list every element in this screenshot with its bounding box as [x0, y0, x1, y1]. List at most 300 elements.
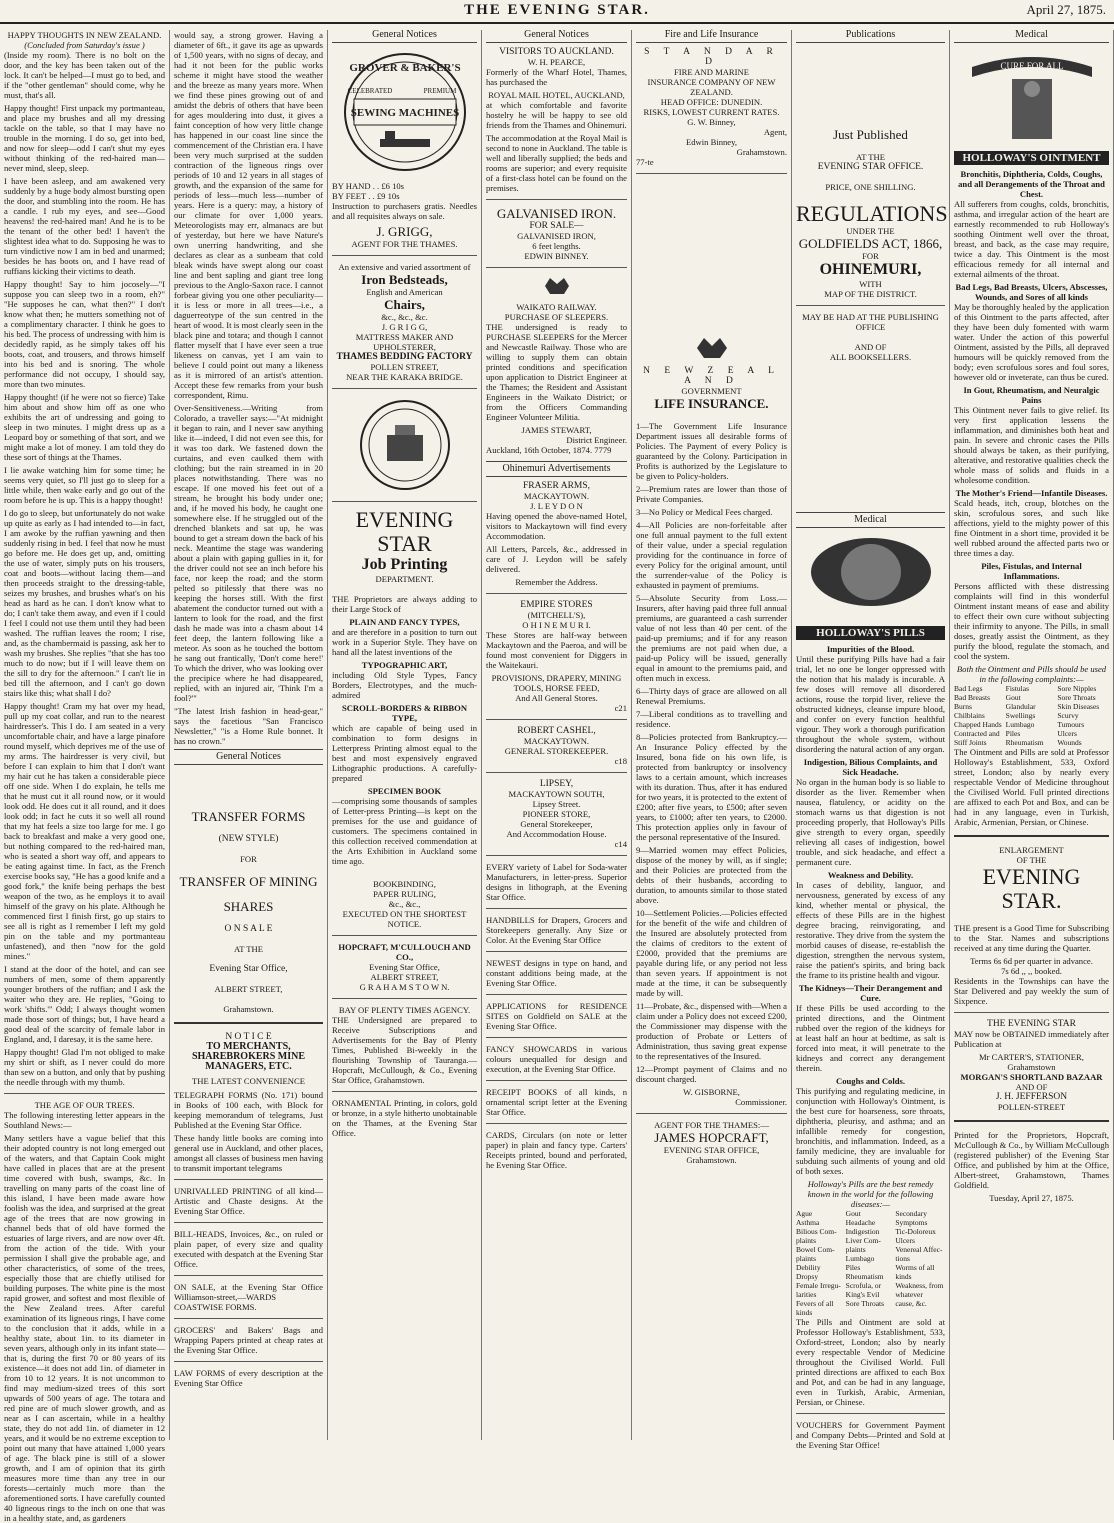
ad-text: MATTRESS MAKER AND UPHOLSTERER, — [355, 332, 454, 352]
paragraph: I have been asleep, and am awakened very suddenly by a huge body almost bursting open the door, and stumbling into the room. He has a candle. I rub my eyes, and see—Good heavens! the red-haired man! And he is to be the tenant of the other bed! I haven't the slightest idea what to do. Supposing he was to turn vindictive now I am in bed and unarmed; besides he has boots on, and I have read of ruffians kicking their victims to death. — [4, 176, 165, 276]
divider — [486, 593, 627, 594]
masthead — [0, 0, 1114, 24]
table-cell: Rheumatism — [1005, 738, 1044, 747]
paragraph: I do go to sleep, but unfortunately do not wake up quite as early as I had intended to—in fact, I am awoke by the ruffian yawning and then suddenly rising in bed. I feel that now he must go before me. He does get up, and, omitting the use of water, simply puts on his trousers, coat and boots—without lacing them—and then proceeds straight to the dressing-table, seizes my brushes, and brushes what's on his head as hard as he can. I don't know what to do; I can't take them away, and even if I could I feel I could not use them until they had been washed. The ruffian leaves the room; I rise, and, as the chambermaid is passing, ask her to wash my brushes. She replies "that she has too much to do now; but if I will leave them on the sill to dry for the afternoon." I can't lie in bed till the afternoon, and I can't go down stairs like this; what shall I do? — [4, 508, 165, 698]
ad-text: Grahamstown — [1007, 1062, 1056, 1072]
divider — [636, 1113, 787, 1114]
ad-text: Grahamstown. — [223, 1004, 274, 1014]
coat-of-arms-icon — [692, 334, 732, 362]
table-cell: Lumbago — [845, 1254, 875, 1263]
table-cell: Asthma — [796, 1218, 820, 1227]
paragraph: ORNAMENTAL Printing, in colors, gold or bronze, in a style hitherto unobtainable on the Thames, at the Evening Star Office. — [332, 1098, 477, 1138]
ad-text: English and American — [366, 287, 443, 297]
divider — [174, 1222, 323, 1223]
ad-item: HANDBILLS for Drapers, Grocers and Storekeepers generally. Any Size or Color. At the Evening Star Office — [486, 915, 627, 945]
emblem-motto: CURE FOR ALL — [999, 61, 1064, 71]
paragraph: Having opened the above-named Hotel, visitors to Mackaytown will find every Accommodation. — [486, 511, 627, 541]
holloway-pills-emblem — [801, 532, 941, 622]
ad-text: (NEW STYLE) — [218, 834, 279, 844]
med-heading: Piles, Fistulas, and Internal Inflammations. — [981, 561, 1082, 581]
ad-text: UNDER THE — [846, 226, 895, 236]
ad-text: 6 feet lengths. — [532, 241, 581, 251]
divider — [174, 1361, 323, 1362]
ad-text: And All General Stores. — [515, 693, 598, 703]
ad-text: Auckland, 16th October, 1874. 7779 — [486, 445, 612, 455]
table-cell: Ulcers — [1057, 729, 1077, 738]
policy-item: 10—Settlement Policies.—Policies effected for the benefit of the wife and children of the Insured are absolutely protected from the claims of creditors to the extent of £2000, provided that the premiums are payable during life, or any period not less than seven years. If appointment is not made at the time, it can be subsequently made by will. — [636, 908, 787, 998]
ad-text: FOR — [862, 251, 879, 261]
ad-title: GOLDFIELDS ACT, 1866, — [798, 236, 943, 251]
paragraph: Happy thought! Cram my hat over my head, pull up my coat collar, and run to the nearest hairdresser's. This I do. I am seated in a very uncomfortable chair, and have a large pinafore round myself, which deprives me of the use of my arms. The hairdresser is very civil, but before I can explain to him that I don't want my hair cut he has taken a considerable piece off one side. When I do explain, he tells me that he must cut it all round now, or it would look odd. He does cut it all round, and it does look odd; in fact he cuts it so well all round that my hat feels a size too large for me. I go back to breakfast and make a very good one, but nothing compared to the red-haired man, who is seated a short way off, and appears to be eating against time. In fact, as the French exercise books say, "He has a good knife and a good fork," the knife being perhaps the best weapon of the two, as he employs it to avail himself of the gravy on his plate. Although he commenced first I finish first, go up stairs to see all is right as I remember I left my gold pin on the table and my portmanteau unfastened), and then "now for the gold mines." — [4, 701, 165, 961]
logo-right-text: PREMIUM — [423, 87, 456, 95]
divider — [486, 1080, 627, 1081]
section-header: Ohinemuri Advertisements — [486, 461, 627, 477]
table-cell: Symptoms — [895, 1218, 928, 1227]
ad-item: EVERY variety of Label for Soda-water Manufacturers, in letter-press. Superior designs in lithograph, at the Evening Star Office. — [486, 862, 627, 902]
paragraph: Residents in the Townships can have the Star Delivered and pay weekly the sum of Sixpence. — [954, 976, 1109, 1006]
ad-text: MACKAYTOWN. — [523, 491, 590, 501]
ad-item: APPLICATIONS for RESIDENCE SITES on Goldfield on SALE at the Evening Star Office. — [486, 1001, 627, 1031]
ad-text: MORGAN'S SHORTLAND BAZAAR — [960, 1072, 1103, 1082]
divider — [486, 267, 627, 268]
divider — [332, 935, 477, 936]
med-heading: The Kidneys—Their Derangement and Cure. — [798, 983, 943, 1003]
column-6 — [792, 29, 950, 1450]
article-heading-happy-thoughts: HAPPY THOUGHTS IN NEW ZEALAND. — [7, 30, 162, 40]
med-heading: Indigestion, Bilious Complaints, and Sick Headache. — [803, 757, 938, 777]
table-cell: Scrofula, or — [845, 1281, 882, 1290]
logo-left-text: CELEBRATED — [347, 87, 392, 95]
table-cell: Gout — [1005, 693, 1021, 702]
paragraph: (Inside my room). There is no bolt on the door, and the key has been taken out of the lock. It can't be helped—I must go to bed, and if the "other gentleman" should come, why he must, that's all. — [4, 50, 165, 100]
ad-text: EXECUTED ON THE SHORTEST NOTICE. — [342, 909, 467, 929]
ad-title: N E W Z E A L A N D — [643, 366, 780, 386]
paragraph: including Old Style Types, Fancy Borders, Electrotypes, and the much-admired — [332, 670, 477, 700]
divider — [486, 199, 627, 200]
ad-item: BILL-HEADS, Invoices, &c., on ruled or plain paper, of every size and quality executed with despatch at the Evening Star Office. — [174, 1229, 323, 1269]
table-cell: Tic-Doloreux — [895, 1227, 936, 1236]
med-heading: Bad Legs, Bad Breasts, Ulcers, Abscesses, Wounds, and Sores of all kinds — [955, 282, 1108, 302]
paragraph: THE Proprietors are always adding to their Large Stock of — [332, 594, 477, 614]
ad-code: c21 — [614, 703, 627, 713]
agent-text: AGENT FOR THE THAMES. — [351, 239, 458, 249]
table-cell: King's Evil — [845, 1290, 880, 1299]
holloway-pills-banner: HOLLOWAY'S PILLS — [796, 626, 945, 640]
ad-text: AND OF — [854, 342, 887, 352]
table-cell: Fevers of all kinds — [796, 1299, 834, 1317]
ad-text: (MITCHELL'S), — [527, 610, 586, 620]
paragraph: Formerly of the Wharf Hotel, Thames, has purchased the — [486, 67, 627, 87]
ad-text: DEPARTMENT. — [375, 574, 434, 584]
table-cell: Gout — [845, 1209, 861, 1218]
table-cell: Lumbago — [1005, 720, 1035, 729]
table-cell: Bad Breasts — [954, 693, 991, 702]
ad-text: AGENT FOR THE THAMES:— — [654, 1120, 769, 1130]
ad-item: CARDS, Circulars (on note or letter paper) in plain and fancy type. Carters' Receipts printed, bound and perforated, he Evening Star Office. — [486, 1130, 627, 1170]
table-cell: Fistulas — [1005, 684, 1029, 693]
issue-date: April 27, 1875. — [1026, 2, 1106, 17]
notice-latest: THE LATEST CONVENIENCE — [192, 1076, 305, 1086]
table-cell: Piles — [845, 1263, 861, 1272]
table-cell: Liver Com- — [845, 1236, 881, 1245]
ad-code: c14 — [614, 839, 627, 849]
divider — [332, 501, 477, 502]
paragraph: This Ointment never fails to give relief. Its very first application lessens the inflammation, and diminishes both heat and pain. In severe and chronic cases the Pills should always be taken, as their purifying, alterative, and restorative qualities check the whole mass of solids and fluids in a wholesome condition. — [954, 405, 1109, 485]
imprint-date: Tuesday, April 27, 1875. — [989, 1193, 1074, 1203]
newspaper-title: THE EVENING STAR. — [464, 2, 650, 18]
paragraph: —comprising some thousands of samples of Letter-press Printing—is kept on the premises for the use and guidance of customers. The specimens contained in this collection received commendation at the Arts Exhibition in Auckland some time ago. — [332, 796, 477, 866]
ad-feature: PLAIN AND FANCY TYPES, — [349, 617, 460, 627]
ad-text: HEAD OFFICE: DUNEDIN. — [660, 97, 763, 107]
paragraph: This purifying and regulating medicine, in conjunction with Holloway's Ointment, is the best cure for hoarseness, sore throats, diphtheria, pleurisy, and asthma; and an infallible remedy for congestion, bronchitis, and inflammation. Indeed, as a family medicine, they are invaluable for subduing such ailments of young and old of both sexes. — [796, 1086, 945, 1176]
policy-item: 11—Probate, &c., dispensed with—When a claim under a Policy does not exceed £200, the Commissioner may dispense with the production of Probate or Letters of Administration, thus saving great expense to the representatives of the Insured. — [636, 1001, 787, 1061]
sewing-machine-icon — [380, 131, 430, 147]
ad-text: ALL BOOKSELLERS. — [829, 352, 912, 362]
policy-item: 6—Thirty days of grace are allowed on all Renewal Premiums. — [636, 686, 787, 706]
table-cell: Dropsy — [796, 1272, 819, 1281]
ad-text: AT THE — [233, 944, 264, 954]
med-heading: Coughs and Colds. — [835, 1076, 906, 1086]
ad-text: ENLARGEMENT — [999, 845, 1064, 855]
ad-text: MAP OF THE DISTRICT. — [824, 289, 917, 299]
ad-product: Chairs, — [384, 297, 425, 312]
paragraph: If these Pills be used according to the printed directions, and the Ointment rubbed over the region of the kidneys for at least half an hour at bedtime, as salt is forced into meat, it will penetrate to the kidneys and correct any derangement therein. — [796, 1003, 945, 1073]
ad-text: O N S A L E — [224, 924, 273, 934]
section-header: Publications — [796, 30, 945, 43]
ad-text: &c., &c., &c. — [381, 312, 428, 322]
holloway-ointment-emblem — [962, 47, 1102, 147]
ad-text: WITH — [859, 279, 882, 289]
divider — [332, 255, 477, 256]
divider — [954, 1120, 1109, 1122]
ad-text: EVENING STAR OFFICE. — [817, 162, 924, 172]
divider — [174, 1022, 323, 1024]
ad-text: AND OF — [1015, 1082, 1048, 1092]
article-subheading: (Concluded from Saturday's issue ) — [24, 40, 145, 50]
paragraph: Happy thought! First unpack my portmanteau, and place my brushes and all my dressing tackle on the table, so that I may have no trouble in the morning. I do so, get into bed, and now for sleep—odd I can't shut my eyes without thinking of the red-haired man—never mind, sleep, sleep. — [4, 103, 165, 173]
table-cell: Tumours — [1057, 720, 1085, 729]
policy-item: 9—Married women may effect Policies, dispose of the money by will, as if single; and their Policies are protected from the debts of their husbands, according to duration, to amounts similar to those stated above. — [636, 845, 787, 905]
ad-text: MACKAYTOWN. — [523, 736, 590, 746]
ad-title: PURCHASE OF SLEEPERS. — [504, 312, 609, 322]
sewing-machine-emblem — [340, 47, 470, 177]
ad-title: JAMES HOPCRAFT, — [654, 1130, 769, 1145]
ad-text: GOVERNMENT — [681, 386, 742, 396]
ad-text: FIRE AND MARINE — [674, 67, 749, 77]
divider — [174, 1179, 323, 1180]
paragraph: Happy thought! (if he were not so fierce) Take him about and show him off as one who exhibits the art of undressing and going to sleep in two minutes. I might dress up as a Leopard boy or something of that sort, and we might make a lot of money. I am told they do these sort of things at the Thames. — [4, 392, 165, 462]
table-cell: Skin Diseases — [1057, 702, 1100, 711]
ad-item: GROCERS' and Bakers' Bags and Wrapping Papers printed at cheap rates at the Evening Star Office. — [174, 1325, 323, 1355]
divider — [796, 1413, 945, 1414]
section-header: General Notices — [174, 749, 323, 765]
table-cell: Headache — [845, 1218, 876, 1227]
ad-code: 77-te — [636, 157, 654, 167]
crest-icon — [542, 274, 572, 298]
section-header: Medical — [796, 512, 945, 528]
policy-item: 1—The Government Life Insurance Department issues all desirable forms of Policies. The Payment of every Policy is guaranteed by the Colony. Participation in Profits is authorized by the Legislature to be given to Policy-holders. — [636, 421, 787, 481]
ad-text: Evening Star Office, — [209, 964, 288, 974]
holloway-ointment-banner: HOLLOWAY'S OINTMENT — [954, 151, 1109, 165]
ad-text: Commissioner. — [735, 1097, 787, 1107]
ad-item: LAW FORMS of every description at the Evening Star Office — [174, 1368, 323, 1388]
ad-text: Edwin Binney, — [686, 137, 737, 147]
ad-text: EDWIN BINNEY. — [524, 251, 589, 261]
logo-mid-text: SEWING MACHINES — [350, 107, 459, 119]
paragraph: May be thoroughly healed by the application of this Ointment to the parts affected, after they have been duly fomented with warm water. Under the action of this powerful Ointment, assisted by the Pills, all depraved humours will be quickly removed from the body; even scrofulous sores and foul sores, however old or inveterate, can thus be cured. — [954, 302, 1109, 382]
ad-title: GALVANISED IRON. — [496, 206, 617, 221]
table-cell: tions — [895, 1254, 910, 1263]
table-cell: Wounds — [1057, 738, 1082, 747]
table-cell: plaints — [845, 1245, 866, 1254]
paragraph: These Stores are half-way between Mackaytown and the Paeroa, and will be found most convenient for Diggers in the Waitekauri. — [486, 630, 627, 670]
ad-text: W. GISBORNE, — [683, 1087, 740, 1097]
paragraph: Happy thought! Glad I'm not obliged to make my shirt or shift, as I never could do more than sew on a button, and only that by pushing the needle through with my thumb. — [4, 1047, 165, 1087]
ad-text: District Engineer. — [566, 435, 627, 445]
paragraph: The Pills and Ointment are sold at Professor Holloway's Establishment, 533, Oxford-street, London; also by nearly every respectable Vendor of Medicine throughout the Civilised World. Full printed directions are affixed to each Box and Pot, and can be had in any language, even in Turkish, Arabic, Armenian, Persian, or Chinese. — [796, 1317, 945, 1407]
divider — [174, 1318, 323, 1319]
med-heading: In Gout, Rheumatism, and Neuralgic Pains — [963, 385, 1100, 405]
policy-item: 4—All Policies are non-forfeitable after one full annual payment to the full extent of their value, under a special regulation providing for the continuance in force of every Policy for the original amount, until the surrender-value of the Policy is exhausted in payment of premiums. — [636, 520, 787, 590]
notice-to: TO MERCHANTS, SHAREBROKERS MINE MANAGERS, ETC. — [191, 1041, 306, 1072]
printing-press-emblem — [355, 395, 455, 495]
med-heading: Impurities of the Blood. — [826, 644, 915, 654]
ad-text: An extensive and varied assortment of — [338, 262, 471, 272]
policy-item: 12—Prompt payment of Claims and no discount charged. — [636, 1064, 787, 1084]
table-cell: Sore Throats — [1057, 693, 1096, 702]
ad-text: OF THE — [1016, 855, 1047, 865]
ad-item: NEWEST designs in type on hand, and constant additions being made, at the Evening Star Office. — [486, 958, 627, 988]
ad-text: Grahamstown. — [736, 147, 787, 157]
divider — [796, 305, 945, 306]
ad-text: ALBERT STREET, — [214, 984, 283, 994]
ad-text: RISKS, LOWEST CURRENT RATES. — [643, 107, 780, 117]
divider — [332, 1091, 477, 1092]
med-heading: Weakness and Debility. — [827, 870, 914, 880]
notice-title: N O T I C E — [225, 1032, 272, 1042]
med-heading: Bronchitis, Diphtheria, Colds, Coughs, and all Derangements of the Throat and Chest. — [958, 169, 1105, 199]
table-cell: plaints — [796, 1254, 816, 1263]
publisher-name: HOPCRAFT, M'CULLOUCH AND CO., — [338, 942, 471, 962]
table-cell: Indigestion — [845, 1227, 880, 1236]
table-cell: kinds — [895, 1272, 912, 1281]
divider — [954, 1012, 1109, 1013]
ad-text: Terms 6s 6d per quarter in advance. — [970, 956, 1093, 966]
paragraph: THE present is a Good Time for Subscribing to the Star. Names and subscriptions received at any time during the Quarter. — [954, 923, 1109, 953]
ad-text: MACKAYTOWN SOUTH, — [508, 789, 605, 799]
ad-text: Remember the Address. — [515, 577, 598, 587]
table-cell: Female Irregu- — [796, 1281, 841, 1290]
ad-text: Evening Star Office, — [369, 962, 440, 972]
paragraph: No organ in the human body is so liable to disorder as the liver. Remember when nausea, flatulency, or acidity on the stomach warns us that digestion is not proceeding properly, that Holloway's Pills give strength to every organ, speedily relieving all cases of indigestion, bowel trouble, and sick headache, and effect a permanent cure. — [796, 777, 945, 867]
paragraph: Scald heads, itch, croup, blotches on the skin, scrofulous sores, and such like affections, yield to the mighty power of this fine Ointment in a short time, provided it be well rubbed around the affected parts two or three times a day. — [954, 498, 1109, 558]
paragraph: I lie awake watching him for some time; he seems very quiet, so I'll just go to sleep for a little while, then wake early and go out of the room before he is up. This is a happy thought! — [4, 465, 165, 505]
ad-title: BAY OF PLENTY TIMES AGENCY. — [338, 1005, 471, 1015]
ad-item: FANCY SHOWCARDS in various colours unequalled for design and execution, at the Evening Star Office. — [486, 1044, 627, 1074]
table-cell: Secondary — [895, 1209, 927, 1218]
paragraph: Over-Sensitiveness.—Writing from Colorado, a traveller says:—"At midnight it began to rain, and I never saw anything like it—indeed, I did not even see this, for it was too dark. We fastened down the curtains, and even caulked them with clothing; but the rain streamed in in 20 places notwithstanding. There was no escape. If one moved his feet out of a stream, he brought his body under one; and, if he moved his body, he caught one somewhere else. If he struggled out of the drenched blankets and sat up, he was bound to get a stream down the back of his neck. Meantime the stage was wandering about a plain with gaping gullies in it, for the driver could not see an inch before his face, nor keep the road; and the storm pelted so pitilessly that there was no keeping the horses still. With the first abatement the conductor turned out with a lantern to look for the road, and the first dash he made was into a chasm about 14 feet deep, the lantern following like a meteor. As soon as he touched the bottom he sang out frantically, 'Don't come here!' To which the driver, who was looking over the precipice where he had disappeared, replied, with an injured air, 'Think I'm a fool?'" — [174, 403, 323, 703]
ad-title: EVENING STAR. — [982, 864, 1081, 913]
divider — [636, 173, 787, 174]
paragraph: These handy little books are coming into general use in Auckland, and other places, amongst all classes of business men having to transmit important telegrams — [174, 1133, 323, 1173]
ad-text: W. H. PEARCE, — [527, 57, 586, 67]
ad-product: Iron Bedsteads, — [361, 272, 448, 287]
paragraph: TELEGRAPH FORMS (No. 171) bound in Books of 100 each, with Block for keeping memorandum of telegrams, Just Published at the Evening Star Office. — [174, 1090, 323, 1130]
table-cell: Chilblains — [954, 711, 985, 720]
table-cell: Scurvy — [1057, 711, 1079, 720]
med-heading: The Mother's Friend—Infantile Diseases. — [955, 488, 1108, 498]
section-header: General Notices — [332, 30, 477, 43]
imprint: Printed for the Proprietors, Hopcraft, McCullough & Co., by William McCullough (registered publisher) of the Evening Star Office, and published by him at the Office, Albert-street, Grahamstown, Thames Goldfield. — [954, 1130, 1109, 1190]
ad-title: ROBERT CASHEL, — [517, 726, 596, 736]
logo-top-text: GROVER & BAKER'S — [348, 62, 461, 74]
factory-name: THAMES BEDDING FACTORY — [336, 352, 473, 362]
ad-text: &c., &c., — [388, 899, 421, 909]
divider — [174, 1275, 323, 1276]
ad-text: BOOKBINDING, — [373, 879, 436, 889]
ad-text: General Storekeeper, — [520, 819, 593, 829]
table-cell: whatever — [895, 1290, 923, 1299]
table-cell: Weakness, from — [895, 1281, 944, 1290]
column-1 — [0, 30, 170, 1523]
section-header: Medical — [954, 30, 1109, 43]
table-cell: Burns — [954, 702, 972, 711]
paragraph: at which comfortable and favorite hostelry he will be happy to see old friends from the Thames and Ohinemuri. — [486, 100, 627, 130]
paragraph: All Letters, Parcels, &c., addressed in care of J. Leydon will be safely delivered. — [486, 544, 627, 574]
divider — [4, 1093, 165, 1094]
ad-title: WAIKATO RAILWAY. — [516, 302, 597, 312]
disease-table — [796, 1209, 945, 1317]
ad-text: G. W. Binney, — [687, 117, 736, 127]
ad-text: FOR SALE— — [529, 221, 584, 231]
table-cell: Bilious Com- — [796, 1227, 837, 1236]
paragraph: and are therefore in a position to turn out work in a Superior Style. They have on hand all the latest inventions of the — [332, 627, 477, 657]
paragraph: I stand at the door of the hotel, and can see numbers of men, some of them apparently younger brothers of the ruffian; and I ask the waiter who they are. He replies, "Going to work 'shifts.'" Odd; I always thought women made those sort of things; but, I have heard a good deal of the scarcity of female labor in England, and, I daresay, it is the same here. — [4, 964, 165, 1044]
paragraph: The Ointment and Pills are sold at Professor Holloway's Establishment, 533, Oxford street, London; also by nearly every respectable Vendor of Medicine throughout the Civilised World. Full printed directions are affixed to each Pot and Box, and can be had in any language, even in Turkish, Arabic, Armenian, Persian, or Chinese. — [954, 747, 1109, 827]
column-4 — [482, 30, 632, 1440]
paragraph: Happy thought! Say to him jocosely—"I suppose you can sleep two in a room, eh?" "He supposes he can, what then?" I don't know what then; he mutters something not of a complimentary character. I think he goes to his bed. The process of undressing with him is decidedly rapid, as he simply takes off his boots, coat, and trousers, and throws himself into his bed and is snoring. The whole performance did not occupy, I should say, more than two minutes. — [4, 279, 165, 389]
policy-item: 7—Liberal conditions as to travelling and residence. — [636, 709, 787, 729]
ad-text: SHARES — [223, 899, 274, 914]
med-list-intro: Both the Ointment and Pills should be used in the following complaints:— — [956, 664, 1107, 684]
ad-title: LIPSEY, — [539, 779, 574, 789]
divider — [332, 388, 477, 389]
policy-item: 3—No Policy or Medical Fees charged. — [636, 507, 773, 517]
advertiser-name: J. GRIGG, — [376, 224, 433, 239]
paragraph: All sufferers from coughs, colds, bronchitis, asthma, and irregular action of the heart are earnestly recommended to rub Holloway's soothing Ointment well over the throat, breast, and back, as the case may require, twice a day. This Ointment is the most efficacious remedy for all internal and external ailments of the throat. — [954, 199, 1109, 279]
ad-text: POLLEN-STREET — [997, 1102, 1066, 1112]
table-cell: cause, &c. — [895, 1299, 927, 1308]
paragraph: THE Undersigned are prepared to Receive Subscriptions and Advertisements for the Bay of Plenty Times, Published Bi-weekly in the flourishing Township of Tauranga.—Hopcraft, McCullough, & Co., Evening Star Office, Grahamstown. — [332, 1015, 477, 1085]
paragraph: MAY now be OBTAINED immediately after Publication at — [954, 1029, 1109, 1049]
ad-text: EVENING STAR OFFICE, — [663, 1145, 760, 1155]
ad-text: GENERAL STOREKEEPER. — [504, 746, 609, 756]
section-header: Fire and Life Insurance — [636, 30, 787, 43]
policy-item: 8—Policies protected from Bankruptcy.—An Insurance Policy effected by the Insured, bona fide on his own life, is protected from bankruptcy or insolvency laws to a certain amount, which increases with its duration. Thus, after it has endured for two years, it is protected to the extent of £200; after five years, to £500; after seven years, to £1000; after ten years, to £2000. This protection applies only in favour of the personal representative of the Insured. — [636, 732, 787, 842]
ad-item: UNRIVALLED PRINTING of all kind—Artistic and Chaste designs. At the Evening Star Office. — [174, 1186, 323, 1216]
paragraph: Persons afflicted with these distressing complaints will find in this wonderful Ointment instant means of ease and ability to effect their own cure without subjecting their infirmity to anyone. The Pills, in small doses, greatly assist the Ointment, as they purify the blood, regulate the stomach, and cool the system. — [954, 581, 1109, 661]
ad-text: J. H. JEFFERSON — [995, 1092, 1068, 1102]
med-list-intro: Holloway's Pills are the best remedy known in the world for the following diseases:— — [807, 1179, 934, 1209]
ad-text: FOR — [240, 854, 257, 864]
table-cell: Glandular — [1005, 702, 1036, 711]
column-3 — [328, 30, 482, 1440]
paragraph: which are capable of being used in combination to form designs in Letterpress Printing almost equal to the best and most expensively engraved Lithographic productions. A carefully-prepared — [332, 723, 477, 783]
table-cell: Chapped Hands — [954, 720, 1002, 729]
ad-item: VOUCHERS for Government Payment and Company Debts—Printed and Sold at the Evening Star Office! — [796, 1420, 945, 1450]
ad-text: Agent, — [763, 127, 787, 137]
paragraph: Until these purifying Pills have had a fair trial, let no one be longer oppressed with the notion that his malady is incurable. A few doses will remove all disordered actions, rouse the torpid liver, relieve the obstructed kidneys, cleanse impure blood, and confer on every function healthful vigour. They work a thorough purification throughout the whole system, without disordering the natural action of any organ. — [796, 654, 945, 754]
ad-item: RECEIPT BOOKS of all kinds, n ornamental script letter at the Evening Star Office. — [486, 1087, 627, 1117]
ad-text: ROYAL MAIL HOTEL, AUCKLAND, — [488, 90, 625, 100]
table-cell: Piles — [1005, 729, 1021, 738]
divider — [954, 835, 1109, 837]
table-cell: Ague — [796, 1209, 813, 1218]
paragraph: would say, a strong grower. Having a diameter of 6ft., it gave its age as upwards of 1,500 years, with no signs of decay, and had it not been for the public works scheme it might have stood the weather and the breeze as many years more. When we find these pines growing out of and amidst the debris of others that have been for ages mouldering into dust, it gives a faint conception of how very little change has happened in our coast line since the commencement of the Christian era. I have been very much surprised at the sudden contraction of the ligneous rings over periods of 10 and 12 years in all stages of growth, and the expansion of the same for periods of less—much less—number of years. Here is a query: may, a history of our climate for over 1,000 years. Meteorologists may err, almanacs are but of yesterday, but here we have Nature's own unerring handwriting, and she declares as clear as a sunbeam that cold bleak winds have swept along our coast line and bent sapling and giant tree long previous to the Anglo-Saxon race. I cannot forbear giving you one other peculiarity—it is less or more in all trees—i.e., a daguerreotype of the sun centred in the heart of wood. It is most clearly seen in the black pine and totara; and though I cannot flatter myself that I have ever seen a true likeness on canvas, yet I am vain to believe I could point out many a likeness as it is mirrored of an artist's attention. Accept these few remarks from your bush correspondent, Rimu. — [174, 30, 323, 400]
price-feet: BY FEET . . £9 10s — [332, 191, 400, 201]
ad-feature: SPECIMEN BOOK — [367, 786, 442, 796]
table-cell: Debility — [796, 1263, 821, 1272]
ad-text: AT THE — [855, 152, 886, 162]
ad-text: INSURANCE COMPANY OF NEW ZEALAND. — [647, 77, 776, 97]
advertiser-name: J. G R I G G, — [381, 322, 428, 332]
ad-text: PIONEER STORE, — [522, 809, 591, 819]
divider — [486, 908, 627, 909]
ad-text: PROVISIONS, DRAPERY, MINING TOOLS, HORSE FEED, — [491, 673, 622, 693]
job-printing-sub: Job Printing — [361, 556, 448, 573]
table-cell: larities — [796, 1290, 817, 1299]
ad-text: Mr CARTER'S, STATIONER, — [979, 1052, 1084, 1062]
ad-text: O H I N E M U R I. — [522, 620, 591, 630]
table-cell: Swellings — [1005, 711, 1036, 720]
table-cell: Stiff Joints — [954, 738, 987, 747]
ad-text: MAY BE HAD AT THE PUBLISHING OFFICE — [802, 312, 939, 332]
column-7 — [950, 30, 1114, 1440]
section-header: General Notices — [486, 30, 627, 43]
article-heading-age-of-trees: THE AGE OF OUR TREES. — [34, 1100, 135, 1110]
paragraph: In cases of debility, languor, and nervousness, generated by excess of any kind, whether mental or physical, the effects of these Pills are in the highest degree bracing, reinvigorating, and restorative. They drive from the system the morbid causes of disease, re-establish the digestion, strengthen the nervous system, raise the patient's spirits, and bring back the frame to its pristine health and vigour. — [796, 880, 945, 980]
table-cell: plaints — [796, 1236, 816, 1245]
divider — [486, 772, 627, 773]
ad-feature: TYPOGRAPHIC ART, — [361, 660, 448, 670]
ad-text: PRICE, ONE SHILLING. — [825, 182, 916, 192]
ad-feature: SCROLL-BORDERS & RIBBON TYPE, — [341, 703, 468, 723]
table-cell: Venereal Affec- — [895, 1245, 943, 1254]
divider — [486, 719, 627, 720]
divider — [486, 1037, 627, 1038]
paragraph: Instruction to purchasers gratis. Needles and all requisites always on sale. — [332, 201, 477, 221]
ad-text: Lipsey Street. — [532, 799, 581, 809]
ad-title: VISITORS TO AUCKLAND. — [499, 47, 614, 57]
column-2 — [170, 30, 328, 1440]
table-cell: Bowel Com- — [796, 1245, 835, 1254]
table-cell: Sore Throats — [845, 1299, 885, 1308]
divider — [486, 855, 627, 856]
job-printing-title: EVENING STAR — [355, 507, 454, 556]
divider — [486, 994, 627, 995]
table-cell: Bad Legs — [954, 684, 983, 693]
paragraph: The following interesting letter appears in the Southland News:— — [4, 1110, 165, 1130]
ad-text: JAMES STEWART, — [521, 425, 592, 435]
ad-title: FRASER ARMS, — [522, 481, 591, 491]
ad-text: J. L E Y D O N — [530, 501, 583, 511]
table-cell: Worms of all — [895, 1263, 935, 1272]
table-cell: Ulcers — [895, 1236, 915, 1245]
ad-text: Grahamstown. — [686, 1155, 737, 1165]
ad-code: c18 — [614, 756, 627, 766]
paragraph: "The latest Irish fashion in head-gear," says the facetious "San Francisco Newsletter," "is a Home Rule bonnet. It has no crown." — [174, 706, 323, 746]
policy-item: 5—Absolute Security from Loss.—Insurers, after having paid three full annual premiums, are guaranteed a cash surrender value of not less than 40 per cent. of the paid-up premiums; and if for any reason the premiums are not paid when due, a paid-up Policy will be issued, generally equal in amount to the premiums paid, and often much in excess. — [636, 593, 787, 683]
